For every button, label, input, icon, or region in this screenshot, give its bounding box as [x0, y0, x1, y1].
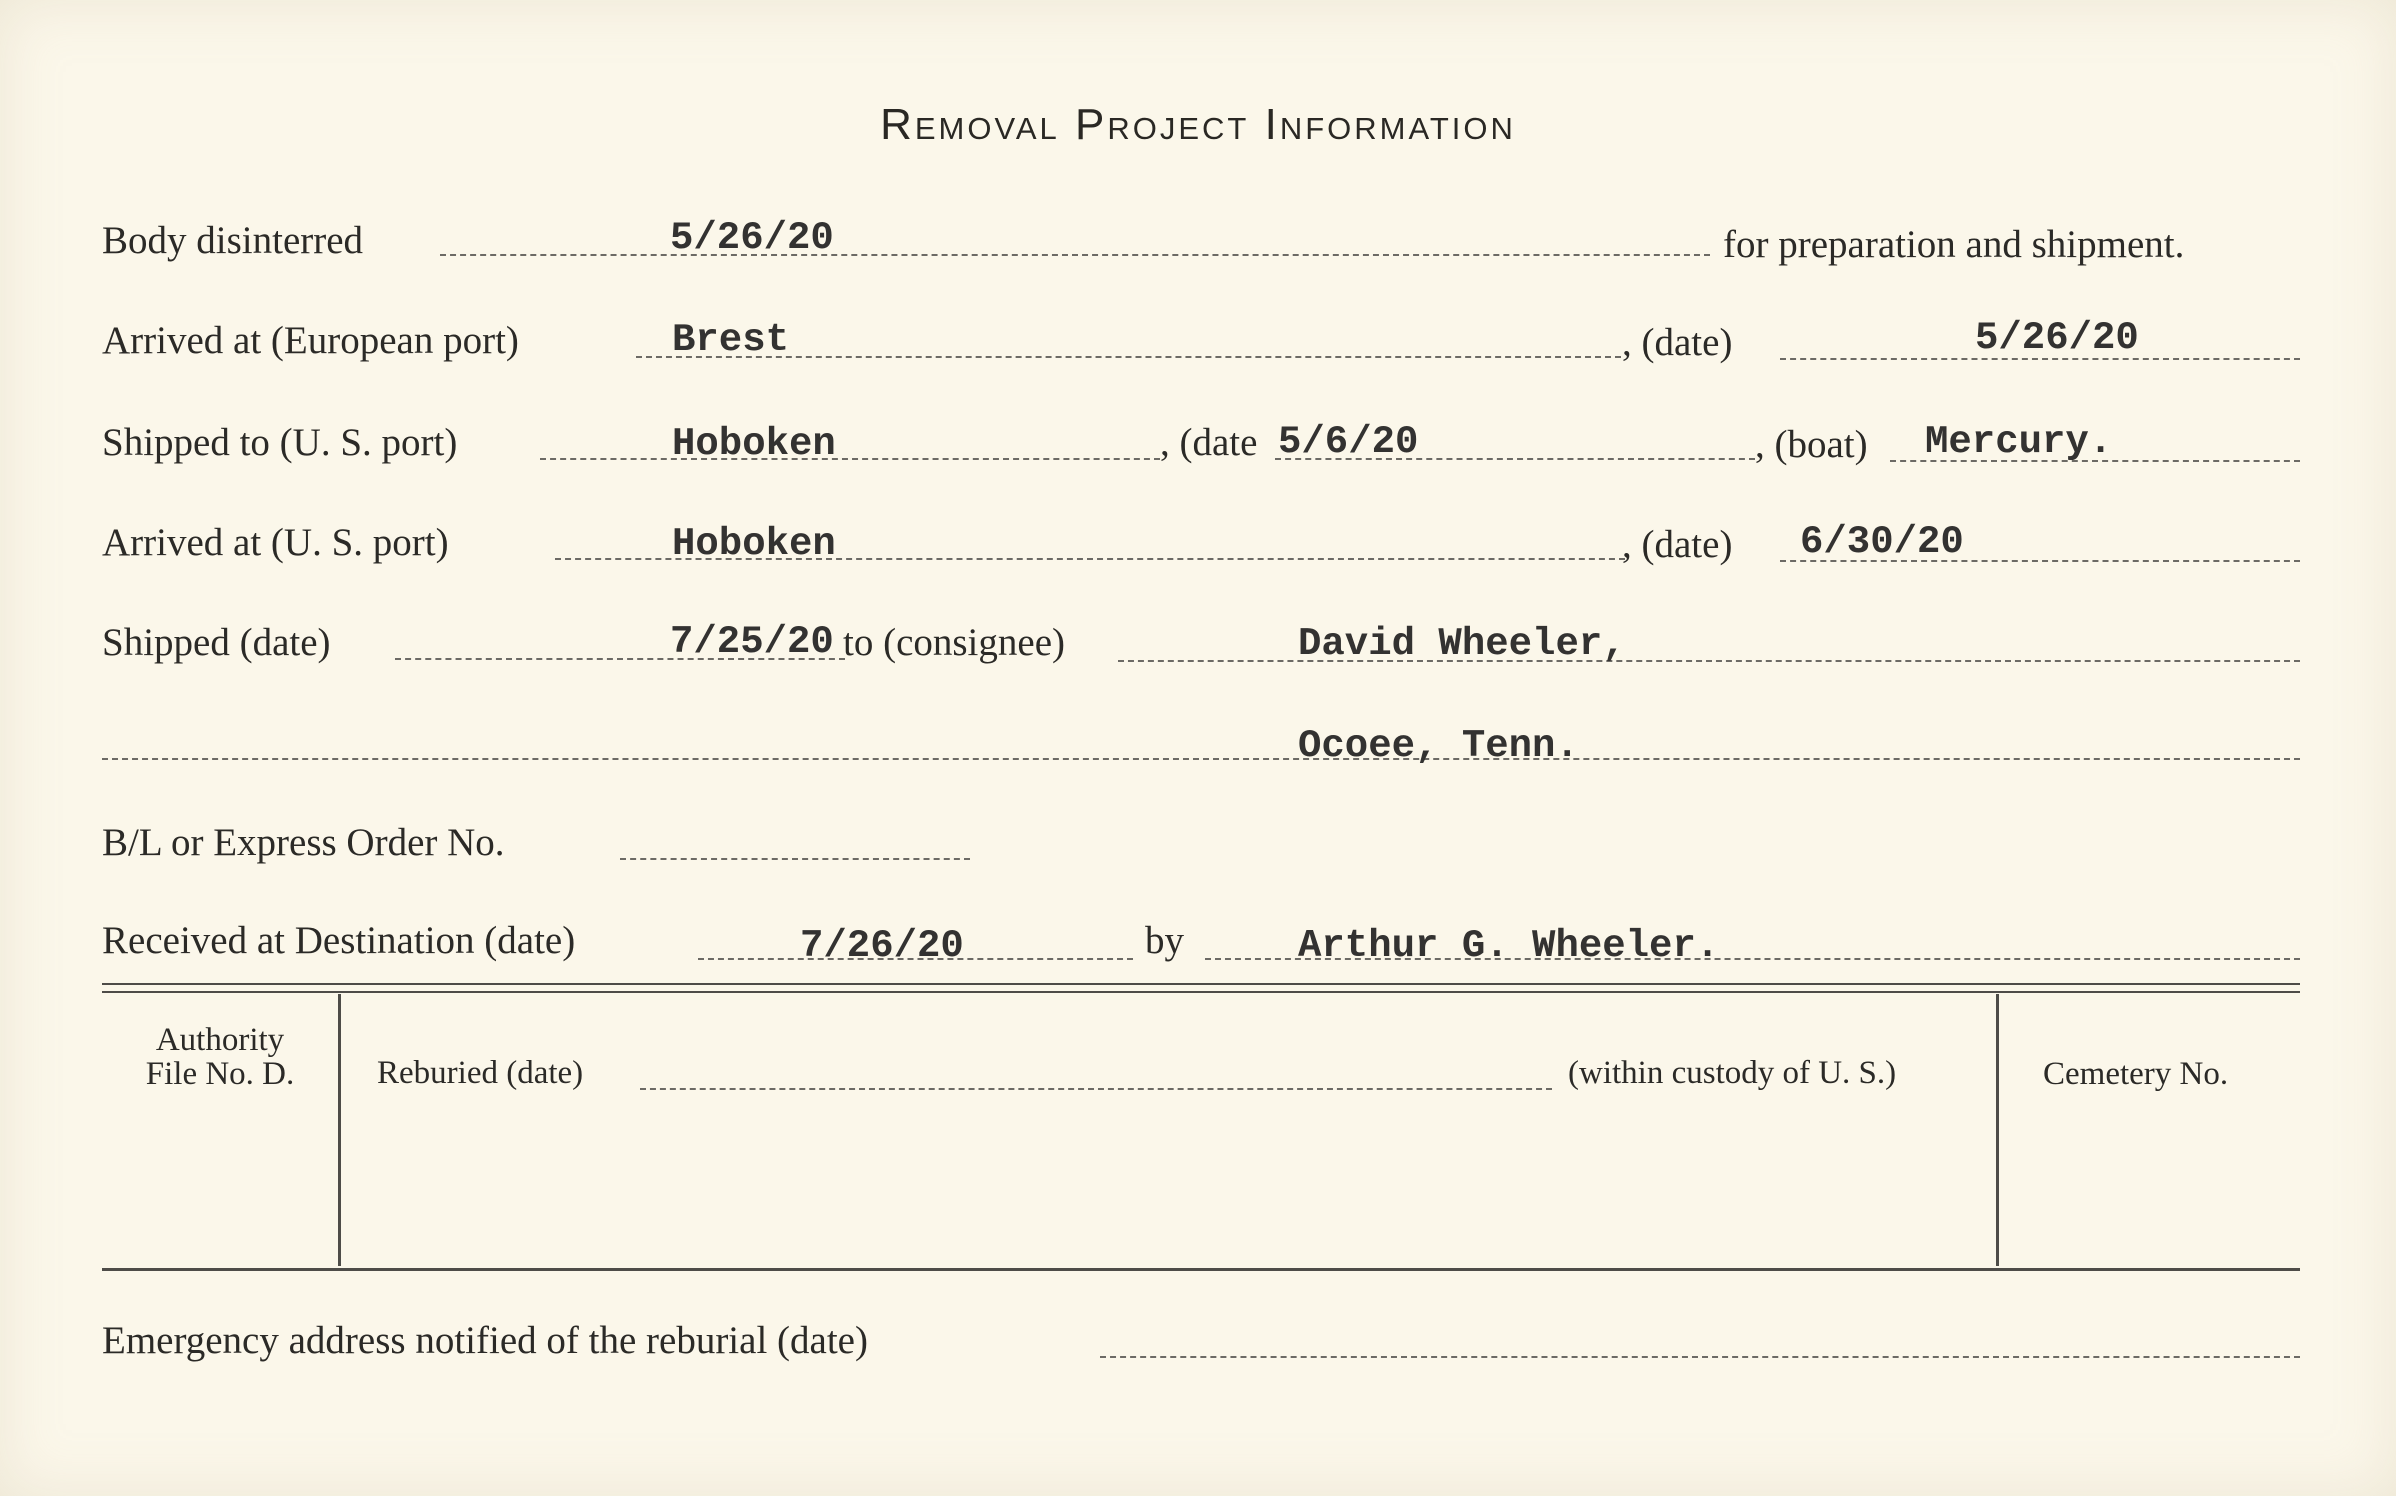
received-destination-value: 7/26/20 [800, 924, 964, 968]
cemetery-number-label: Cemetery No. [2043, 1056, 2229, 1092]
arrived-european-port-label: Arrived at (European port) [102, 319, 519, 362]
custody-label: (within custody of U. S.) [1568, 1055, 1897, 1091]
body-disinterred-label: Body disinterred [102, 219, 364, 262]
table-divider-right [1996, 994, 1999, 1266]
authority-label-line1: Authority [155, 1022, 285, 1058]
boat-label: , (boat) [1755, 423, 1868, 466]
consignee-address-line [102, 758, 2300, 760]
arrived-european-date-value: 5/26/20 [1975, 316, 2139, 360]
emergency-address-line [1100, 1356, 2300, 1358]
shipped-us-port-line [540, 458, 1160, 460]
shipped-us-port-label: Shipped to (U. S. port) [102, 421, 458, 464]
reburied-date-line [640, 1088, 1552, 1090]
received-by-value: Arthur G. Wheeler. [1298, 924, 1720, 968]
arrived-us-date-value: 6/30/20 [1800, 520, 1964, 564]
consignee-name: David Wheeler, [1298, 622, 1626, 666]
consignee-line [1118, 660, 2300, 662]
shipped-date-label: Shipped (date) [102, 621, 331, 664]
bl-order-label: B/L or Express Order No. [102, 821, 505, 864]
arrived-us-port-value: Hoboken [672, 522, 836, 566]
shipment-suffix: for preparation and shipment. [1723, 223, 2185, 266]
authority-label-line2: File No. D. [145, 1056, 295, 1092]
table-top-rule-2 [102, 991, 2300, 993]
emergency-address-label: Emergency address notified of the reburial (date) [102, 1319, 868, 1362]
consignee-label: to (consignee) [843, 621, 1066, 664]
arrived-us-date-label: , (date) [1622, 523, 1733, 566]
table-top-rule-1 [102, 983, 2300, 985]
arrived-european-date-label: , (date) [1622, 321, 1733, 364]
received-by-label: by [1145, 919, 1184, 962]
shipped-us-date-value: 5/6/20 [1278, 420, 1419, 464]
boat-value: Mercury. [1925, 420, 2113, 464]
table-divider-left [338, 994, 341, 1266]
bl-order-line [620, 858, 970, 860]
shipped-us-port-value: Hoboken [672, 422, 836, 466]
card-title: Removal Project Information [880, 100, 1516, 149]
shipped-us-date-label: , (date [1160, 421, 1258, 464]
table-bottom-rule [102, 1268, 2300, 1271]
shipped-date-value: 7/25/20 [670, 620, 834, 664]
body-disinterred-value: 5/26/20 [670, 216, 834, 260]
received-destination-label: Received at Destination (date) [102, 919, 576, 962]
consignee-address: Ocoee, Tenn. [1298, 724, 1579, 768]
arrived-european-port-value: Brest [672, 318, 790, 362]
reburied-date-label: Reburied (date) [377, 1055, 584, 1091]
body-disinterred-line [440, 254, 1710, 256]
arrived-us-port-label: Arrived at (U. S. port) [102, 521, 449, 564]
